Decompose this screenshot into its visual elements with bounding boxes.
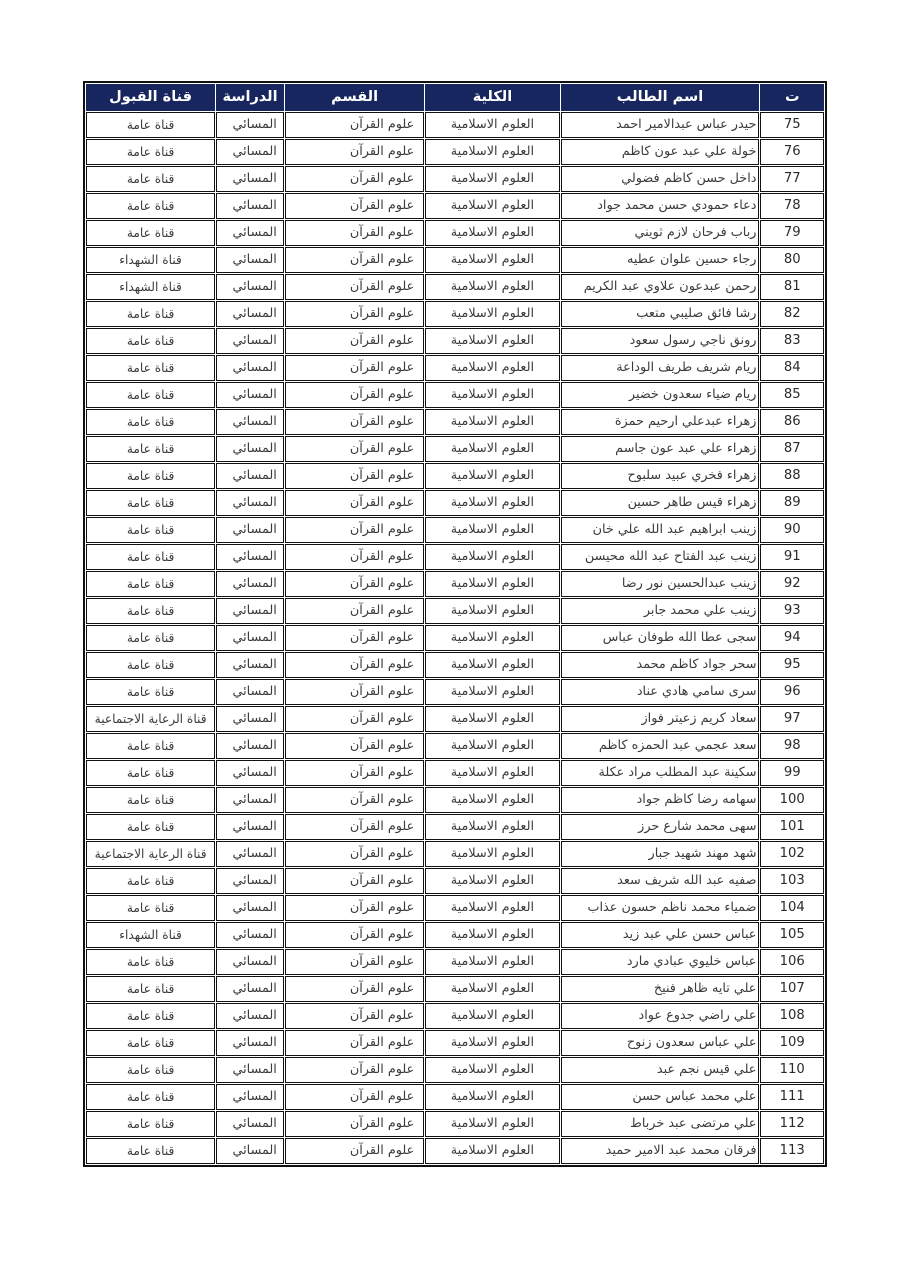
row-number-cell: 105 — [760, 922, 824, 948]
column-header-college: الكلية — [425, 84, 559, 111]
row-number-cell: 103 — [760, 868, 824, 894]
student-name-cell: ريام شريف طريف الوداعة — [561, 355, 760, 381]
student-name-cell: حيدر عباس عبدالامير احمد — [561, 112, 760, 138]
college-cell: العلوم الاسلامية — [425, 436, 559, 462]
admission-channel-cell: قناة الرعاية الاجتماعية — [86, 706, 215, 732]
college-cell: العلوم الاسلامية — [425, 328, 559, 354]
table-row — [86, 355, 824, 381]
table-row — [86, 544, 824, 570]
college-cell: العلوم الاسلامية — [425, 112, 559, 138]
college-cell: العلوم الاسلامية — [425, 1057, 559, 1083]
department-cell: علوم القرآن — [285, 733, 424, 759]
college-cell: العلوم الاسلامية — [425, 1138, 559, 1164]
study-type-cell: المسائي — [216, 436, 284, 462]
department-cell: علوم القرآن — [285, 760, 424, 786]
table-row — [86, 112, 824, 138]
table-row — [86, 1084, 824, 1110]
student-name-cell: علي محمد عباس حسن — [561, 1084, 760, 1110]
department-cell: علوم القرآن — [285, 409, 424, 435]
row-number-cell: 99 — [760, 760, 824, 786]
admission-channel-cell: قناة عامة — [86, 1003, 215, 1029]
study-type-cell: المسائي — [216, 868, 284, 894]
row-number-cell: 85 — [760, 382, 824, 408]
column-header-department: القسم — [285, 84, 424, 111]
student-name-cell: سهى محمد شارع حرز — [561, 814, 760, 840]
row-number-cell: 102 — [760, 841, 824, 867]
table-row — [86, 706, 824, 732]
college-cell: العلوم الاسلامية — [425, 544, 559, 570]
row-number-cell: 88 — [760, 463, 824, 489]
student-name-cell: رباب فرحان لازم ثويني — [561, 220, 760, 246]
department-cell: علوم القرآن — [285, 679, 424, 705]
admission-channel-cell: قناة عامة — [86, 301, 215, 327]
study-type-cell: المسائي — [216, 409, 284, 435]
table-header-row — [86, 84, 824, 111]
table-row — [86, 976, 824, 1002]
department-cell: علوم القرآن — [285, 328, 424, 354]
row-number-cell: 95 — [760, 652, 824, 678]
admission-channel-cell: قناة عامة — [86, 328, 215, 354]
department-cell: علوم القرآن — [285, 355, 424, 381]
row-number-cell: 100 — [760, 787, 824, 813]
row-number-cell: 98 — [760, 733, 824, 759]
admission-channel-cell: قناة الشهداء — [86, 274, 215, 300]
row-number-cell: 92 — [760, 571, 824, 597]
table-row — [86, 1138, 824, 1164]
row-number-cell: 109 — [760, 1030, 824, 1056]
study-type-cell: المسائي — [216, 841, 284, 867]
college-cell: العلوم الاسلامية — [425, 571, 559, 597]
college-cell: العلوم الاسلامية — [425, 409, 559, 435]
department-cell: علوم القرآن — [285, 922, 424, 948]
student-name-cell: زينب علي محمد جابر — [561, 598, 760, 624]
college-cell: العلوم الاسلامية — [425, 814, 559, 840]
row-number-cell: 77 — [760, 166, 824, 192]
student-name-cell: عباس حسن علي عبد زيد — [561, 922, 760, 948]
table-row — [86, 1111, 824, 1137]
college-cell: العلوم الاسلامية — [425, 382, 559, 408]
column-header-student-name: اسم الطالب — [561, 84, 760, 111]
table-row — [86, 490, 824, 516]
department-cell: علوم القرآن — [285, 544, 424, 570]
department-cell: علوم القرآن — [285, 193, 424, 219]
table-row — [86, 868, 824, 894]
row-number-cell: 89 — [760, 490, 824, 516]
table-row — [86, 922, 824, 948]
student-name-cell: زهراء فخري عبيد سلبوح — [561, 463, 760, 489]
department-cell: علوم القرآن — [285, 274, 424, 300]
students-table-frame — [83, 81, 827, 1167]
student-name-cell: علي مرتضى عبد خرباط — [561, 1111, 760, 1137]
college-cell: العلوم الاسلامية — [425, 679, 559, 705]
study-type-cell: المسائي — [216, 787, 284, 813]
table-row — [86, 328, 824, 354]
column-header-admission-channel: قناة القبول — [86, 84, 215, 111]
college-cell: العلوم الاسلامية — [425, 1111, 559, 1137]
department-cell: علوم القرآن — [285, 949, 424, 975]
study-type-cell: المسائي — [216, 814, 284, 840]
student-name-cell: رحمن عبدعون علاوي عبد الكريم — [561, 274, 760, 300]
department-cell: علوم القرآن — [285, 490, 424, 516]
college-cell: العلوم الاسلامية — [425, 895, 559, 921]
department-cell: علوم القرآن — [285, 652, 424, 678]
college-cell: العلوم الاسلامية — [425, 733, 559, 759]
admission-channel-cell: قناة عامة — [86, 112, 215, 138]
college-cell: العلوم الاسلامية — [425, 976, 559, 1002]
table-row — [86, 247, 824, 273]
study-type-cell: المسائي — [216, 355, 284, 381]
row-number-cell: 94 — [760, 625, 824, 651]
college-cell: العلوم الاسلامية — [425, 247, 559, 273]
student-name-cell: ريام ضياء سعدون خضير — [561, 382, 760, 408]
department-cell: علوم القرآن — [285, 841, 424, 867]
college-cell: العلوم الاسلامية — [425, 1084, 559, 1110]
row-number-cell: 110 — [760, 1057, 824, 1083]
college-cell: العلوم الاسلامية — [425, 841, 559, 867]
college-cell: العلوم الاسلامية — [425, 274, 559, 300]
table-row — [86, 301, 824, 327]
department-cell: علوم القرآن — [285, 1111, 424, 1137]
college-cell: العلوم الاسلامية — [425, 139, 559, 165]
student-name-cell: شهد مهند شهيد جبار — [561, 841, 760, 867]
row-number-cell: 83 — [760, 328, 824, 354]
department-cell: علوم القرآن — [285, 463, 424, 489]
student-name-cell: زينب ابراهيم عبد الله علي خان — [561, 517, 760, 543]
department-cell: علوم القرآن — [285, 517, 424, 543]
college-cell: العلوم الاسلامية — [425, 463, 559, 489]
department-cell: علوم القرآن — [285, 1084, 424, 1110]
department-cell: علوم القرآن — [285, 220, 424, 246]
row-number-cell: 75 — [760, 112, 824, 138]
department-cell: علوم القرآن — [285, 571, 424, 597]
department-cell: علوم القرآن — [285, 814, 424, 840]
table-row — [86, 814, 824, 840]
table-row — [86, 841, 824, 867]
admission-channel-cell: قناة عامة — [86, 220, 215, 246]
department-cell: علوم القرآن — [285, 976, 424, 1002]
admission-channel-cell: قناة عامة — [86, 436, 215, 462]
table-row — [86, 193, 824, 219]
study-type-cell: المسائي — [216, 382, 284, 408]
study-type-cell: المسائي — [216, 895, 284, 921]
department-cell: علوم القرآن — [285, 1138, 424, 1164]
admission-channel-cell: قناة عامة — [86, 652, 215, 678]
table-row — [86, 679, 824, 705]
admission-channel-cell: قناة عامة — [86, 544, 215, 570]
student-name-cell: سرى سامي هادي عناد — [561, 679, 760, 705]
college-cell: العلوم الاسلامية — [425, 1030, 559, 1056]
student-name-cell: زهراء علي عبد عون جاسم — [561, 436, 760, 462]
row-number-cell: 108 — [760, 1003, 824, 1029]
college-cell: العلوم الاسلامية — [425, 166, 559, 192]
student-name-cell: رشا فائق صليبي متعب — [561, 301, 760, 327]
study-type-cell: المسائي — [216, 463, 284, 489]
table-row — [86, 409, 824, 435]
row-number-cell: 82 — [760, 301, 824, 327]
department-cell: علوم القرآن — [285, 1030, 424, 1056]
student-name-cell: زهراء قيس طاهر حسين — [561, 490, 760, 516]
admission-channel-cell: قناة عامة — [86, 193, 215, 219]
department-cell: علوم القرآن — [285, 868, 424, 894]
row-number-cell: 90 — [760, 517, 824, 543]
study-type-cell: المسائي — [216, 706, 284, 732]
college-cell: العلوم الاسلامية — [425, 301, 559, 327]
table-row — [86, 733, 824, 759]
admission-channel-cell: قناة عامة — [86, 355, 215, 381]
student-name-cell: رونق ناجي رسول سعود — [561, 328, 760, 354]
college-cell: العلوم الاسلامية — [425, 949, 559, 975]
study-type-cell: المسائي — [216, 760, 284, 786]
study-type-cell: المسائي — [216, 517, 284, 543]
department-cell: علوم القرآن — [285, 436, 424, 462]
admission-channel-cell: قناة عامة — [86, 733, 215, 759]
college-cell: العلوم الاسلامية — [425, 706, 559, 732]
department-cell: علوم القرآن — [285, 895, 424, 921]
study-type-cell: المسائي — [216, 1138, 284, 1164]
college-cell: العلوم الاسلامية — [425, 517, 559, 543]
study-type-cell: المسائي — [216, 328, 284, 354]
college-cell: العلوم الاسلامية — [425, 787, 559, 813]
student-name-cell: علي تايه ظاهر فنيخ — [561, 976, 760, 1002]
table-body — [86, 112, 824, 1164]
admission-channel-cell: قناة عامة — [86, 1057, 215, 1083]
admission-channel-cell: قناة عامة — [86, 625, 215, 651]
table-row — [86, 220, 824, 246]
student-name-cell: سجى عطا الله طوفان عباس — [561, 625, 760, 651]
row-number-cell: 78 — [760, 193, 824, 219]
department-cell: علوم القرآن — [285, 1057, 424, 1083]
admission-channel-cell: قناة عامة — [86, 868, 215, 894]
admission-channel-cell: قناة الشهداء — [86, 247, 215, 273]
department-cell: علوم القرآن — [285, 1003, 424, 1029]
admission-channel-cell: قناة الشهداء — [86, 922, 215, 948]
study-type-cell: المسائي — [216, 1057, 284, 1083]
column-header-study-type: الدراسة — [216, 84, 284, 111]
student-name-cell: خولة علي عبد عون كاظم — [561, 139, 760, 165]
row-number-cell: 86 — [760, 409, 824, 435]
student-name-cell: صفيه عبد الله شريف سعد — [561, 868, 760, 894]
student-name-cell: علي راضي جدوع عواد — [561, 1003, 760, 1029]
student-name-cell: داخل حسن كاظم فضولي — [561, 166, 760, 192]
row-number-cell: 84 — [760, 355, 824, 381]
college-cell: العلوم الاسلامية — [425, 193, 559, 219]
admission-channel-cell: قناة عامة — [86, 571, 215, 597]
table-row — [86, 895, 824, 921]
row-number-cell: 113 — [760, 1138, 824, 1164]
college-cell: العلوم الاسلامية — [425, 922, 559, 948]
admission-channel-cell: قناة الرعاية الاجتماعية — [86, 841, 215, 867]
study-type-cell: المسائي — [216, 571, 284, 597]
department-cell: علوم القرآن — [285, 382, 424, 408]
row-number-cell: 104 — [760, 895, 824, 921]
admission-channel-cell: قناة عامة — [86, 382, 215, 408]
study-type-cell: المسائي — [216, 949, 284, 975]
department-cell: علوم القرآن — [285, 247, 424, 273]
table-row — [86, 139, 824, 165]
admission-channel-cell: قناة عامة — [86, 760, 215, 786]
student-name-cell: سعاد كريم زعيتر فواز — [561, 706, 760, 732]
study-type-cell: المسائي — [216, 193, 284, 219]
study-type-cell: المسائي — [216, 112, 284, 138]
student-name-cell: سهامه رضا كاظم جواد — [561, 787, 760, 813]
study-type-cell: المسائي — [216, 247, 284, 273]
student-name-cell: زينب عبدالحسين نور رضا — [561, 571, 760, 597]
study-type-cell: المسائي — [216, 679, 284, 705]
admission-channel-cell: قناة عامة — [86, 679, 215, 705]
row-number-cell: 101 — [760, 814, 824, 840]
table-row — [86, 571, 824, 597]
admission-channel-cell: قناة عامة — [86, 517, 215, 543]
row-number-cell: 106 — [760, 949, 824, 975]
table-row — [86, 652, 824, 678]
department-cell: علوم القرآن — [285, 112, 424, 138]
study-type-cell: المسائي — [216, 922, 284, 948]
student-name-cell: علي قيس نجم عبد — [561, 1057, 760, 1083]
student-name-cell: زينب عبد الفتاح عبد الله محيسن — [561, 544, 760, 570]
study-type-cell: المسائي — [216, 976, 284, 1002]
table-row — [86, 1030, 824, 1056]
department-cell: علوم القرآن — [285, 787, 424, 813]
student-name-cell: سحر جواد كاظم محمد — [561, 652, 760, 678]
student-name-cell: زهراء عبدعلي ارحيم حمزة — [561, 409, 760, 435]
study-type-cell: المسائي — [216, 1030, 284, 1056]
admission-channel-cell: قناة عامة — [86, 598, 215, 624]
admission-channel-cell: قناة عامة — [86, 1138, 215, 1164]
admission-channel-cell: قناة عامة — [86, 895, 215, 921]
student-name-cell: ضمياء محمد ناظم حسون عذاب — [561, 895, 760, 921]
study-type-cell: المسائي — [216, 301, 284, 327]
table-row — [86, 1003, 824, 1029]
row-number-cell: 107 — [760, 976, 824, 1002]
study-type-cell: المسائي — [216, 598, 284, 624]
row-number-cell: 79 — [760, 220, 824, 246]
student-name-cell: سعد عجمي عبد الحمزه كاظم — [561, 733, 760, 759]
department-cell: علوم القرآن — [285, 598, 424, 624]
admission-channel-cell: قناة عامة — [86, 1084, 215, 1110]
college-cell: العلوم الاسلامية — [425, 760, 559, 786]
admission-channel-cell: قناة عامة — [86, 139, 215, 165]
college-cell: العلوم الاسلامية — [425, 355, 559, 381]
table-row — [86, 625, 824, 651]
row-number-cell: 93 — [760, 598, 824, 624]
student-name-cell: فرقان محمد عبد الامير حميد — [561, 1138, 760, 1164]
table-row — [86, 949, 824, 975]
students-table — [85, 83, 825, 1165]
department-cell: علوم القرآن — [285, 706, 424, 732]
column-header-number: ت — [760, 84, 824, 111]
admission-channel-cell: قناة عامة — [86, 976, 215, 1002]
table-row — [86, 436, 824, 462]
student-name-cell: رجاء حسين علوان عطيه — [561, 247, 760, 273]
row-number-cell: 96 — [760, 679, 824, 705]
study-type-cell: المسائي — [216, 490, 284, 516]
row-number-cell: 91 — [760, 544, 824, 570]
admission-channel-cell: قناة عامة — [86, 1030, 215, 1056]
department-cell: علوم القرآن — [285, 166, 424, 192]
college-cell: العلوم الاسلامية — [425, 598, 559, 624]
table-row — [86, 598, 824, 624]
college-cell: العلوم الاسلامية — [425, 868, 559, 894]
row-number-cell: 111 — [760, 1084, 824, 1110]
admission-channel-cell: قناة عامة — [86, 409, 215, 435]
table-row — [86, 463, 824, 489]
admission-channel-cell: قناة عامة — [86, 1111, 215, 1137]
study-type-cell: المسائي — [216, 274, 284, 300]
row-number-cell: 87 — [760, 436, 824, 462]
student-name-cell: عباس خليوي عبادي مارد — [561, 949, 760, 975]
study-type-cell: المسائي — [216, 1084, 284, 1110]
table-row — [86, 517, 824, 543]
college-cell: العلوم الاسلامية — [425, 652, 559, 678]
college-cell: العلوم الاسلامية — [425, 1003, 559, 1029]
study-type-cell: المسائي — [216, 1111, 284, 1137]
study-type-cell: المسائي — [216, 625, 284, 651]
admission-channel-cell: قناة عامة — [86, 949, 215, 975]
college-cell: العلوم الاسلامية — [425, 625, 559, 651]
student-name-cell: علي عباس سعدون زنوح — [561, 1030, 760, 1056]
study-type-cell: المسائي — [216, 652, 284, 678]
admission-channel-cell: قناة عامة — [86, 166, 215, 192]
row-number-cell: 112 — [760, 1111, 824, 1137]
row-number-cell: 97 — [760, 706, 824, 732]
student-name-cell: سكينة عبد المطلب مراد عكلة — [561, 760, 760, 786]
study-type-cell: المسائي — [216, 139, 284, 165]
study-type-cell: المسائي — [216, 1003, 284, 1029]
row-number-cell: 81 — [760, 274, 824, 300]
table-row — [86, 274, 824, 300]
department-cell: علوم القرآن — [285, 625, 424, 651]
study-type-cell: المسائي — [216, 733, 284, 759]
table-row — [86, 760, 824, 786]
department-cell: علوم القرآن — [285, 139, 424, 165]
college-cell: العلوم الاسلامية — [425, 220, 559, 246]
table-row — [86, 787, 824, 813]
college-cell: العلوم الاسلامية — [425, 490, 559, 516]
admission-channel-cell: قناة عامة — [86, 463, 215, 489]
admission-channel-cell: قناة عامة — [86, 787, 215, 813]
row-number-cell: 76 — [760, 139, 824, 165]
study-type-cell: المسائي — [216, 166, 284, 192]
admission-channel-cell: قناة عامة — [86, 490, 215, 516]
study-type-cell: المسائي — [216, 220, 284, 246]
table-row — [86, 382, 824, 408]
admission-channel-cell: قناة عامة — [86, 814, 215, 840]
student-name-cell: دعاء حمودي حسن محمد جواد — [561, 193, 760, 219]
table-row — [86, 166, 824, 192]
row-number-cell: 80 — [760, 247, 824, 273]
table-row — [86, 1057, 824, 1083]
study-type-cell: المسائي — [216, 544, 284, 570]
department-cell: علوم القرآن — [285, 301, 424, 327]
